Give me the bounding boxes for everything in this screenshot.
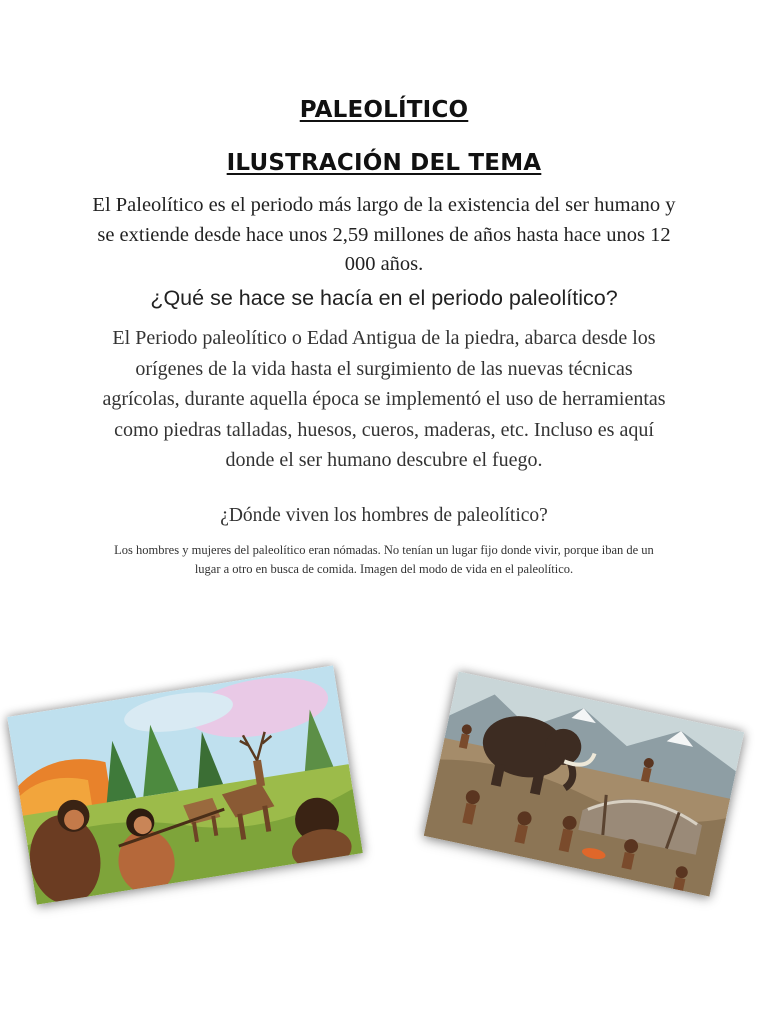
- page-subtitle: ILUSTRACIÓN DEL TEMA: [226, 150, 542, 176]
- camp-mammoth-illustration: [424, 671, 745, 896]
- answer-activities: El Periodo paleolítico o Edad Antigua de la piedra, abarca desde los orígenes de la vida hasta el surgimiento de las nuevas técnicas agrícolas, durante aquella época se implementó el uso de herramientas como piedras talladas, huesos, cueros, maderas, etc. Incluso es aquí donde el ser humano descubre el fuego.: [102, 327, 666, 471]
- question-activities: ¿Qué se hace se hacía en el periodo paleolítico?: [150, 286, 618, 310]
- question-dwelling: ¿Dónde viven los hombres de paleolítico?: [220, 505, 548, 526]
- intro-paragraph: El Paleolítico es el periodo más largo de la existencia del ser humano y se extiende desde hace unos 2,59 millones de años hasta hace unos 12 000 años.: [92, 194, 676, 275]
- page-title: PALEOLÍTICO: [299, 97, 469, 123]
- answer-dwelling: Los hombres y mujeres del paleolítico eran nómadas. No tenían un lugar fijo donde vivir, porque iban de un lugar a otro en busca de comida. Imagen del modo de vida en el paleolítico.: [114, 543, 654, 576]
- hunting-scene-illustration: [7, 665, 363, 904]
